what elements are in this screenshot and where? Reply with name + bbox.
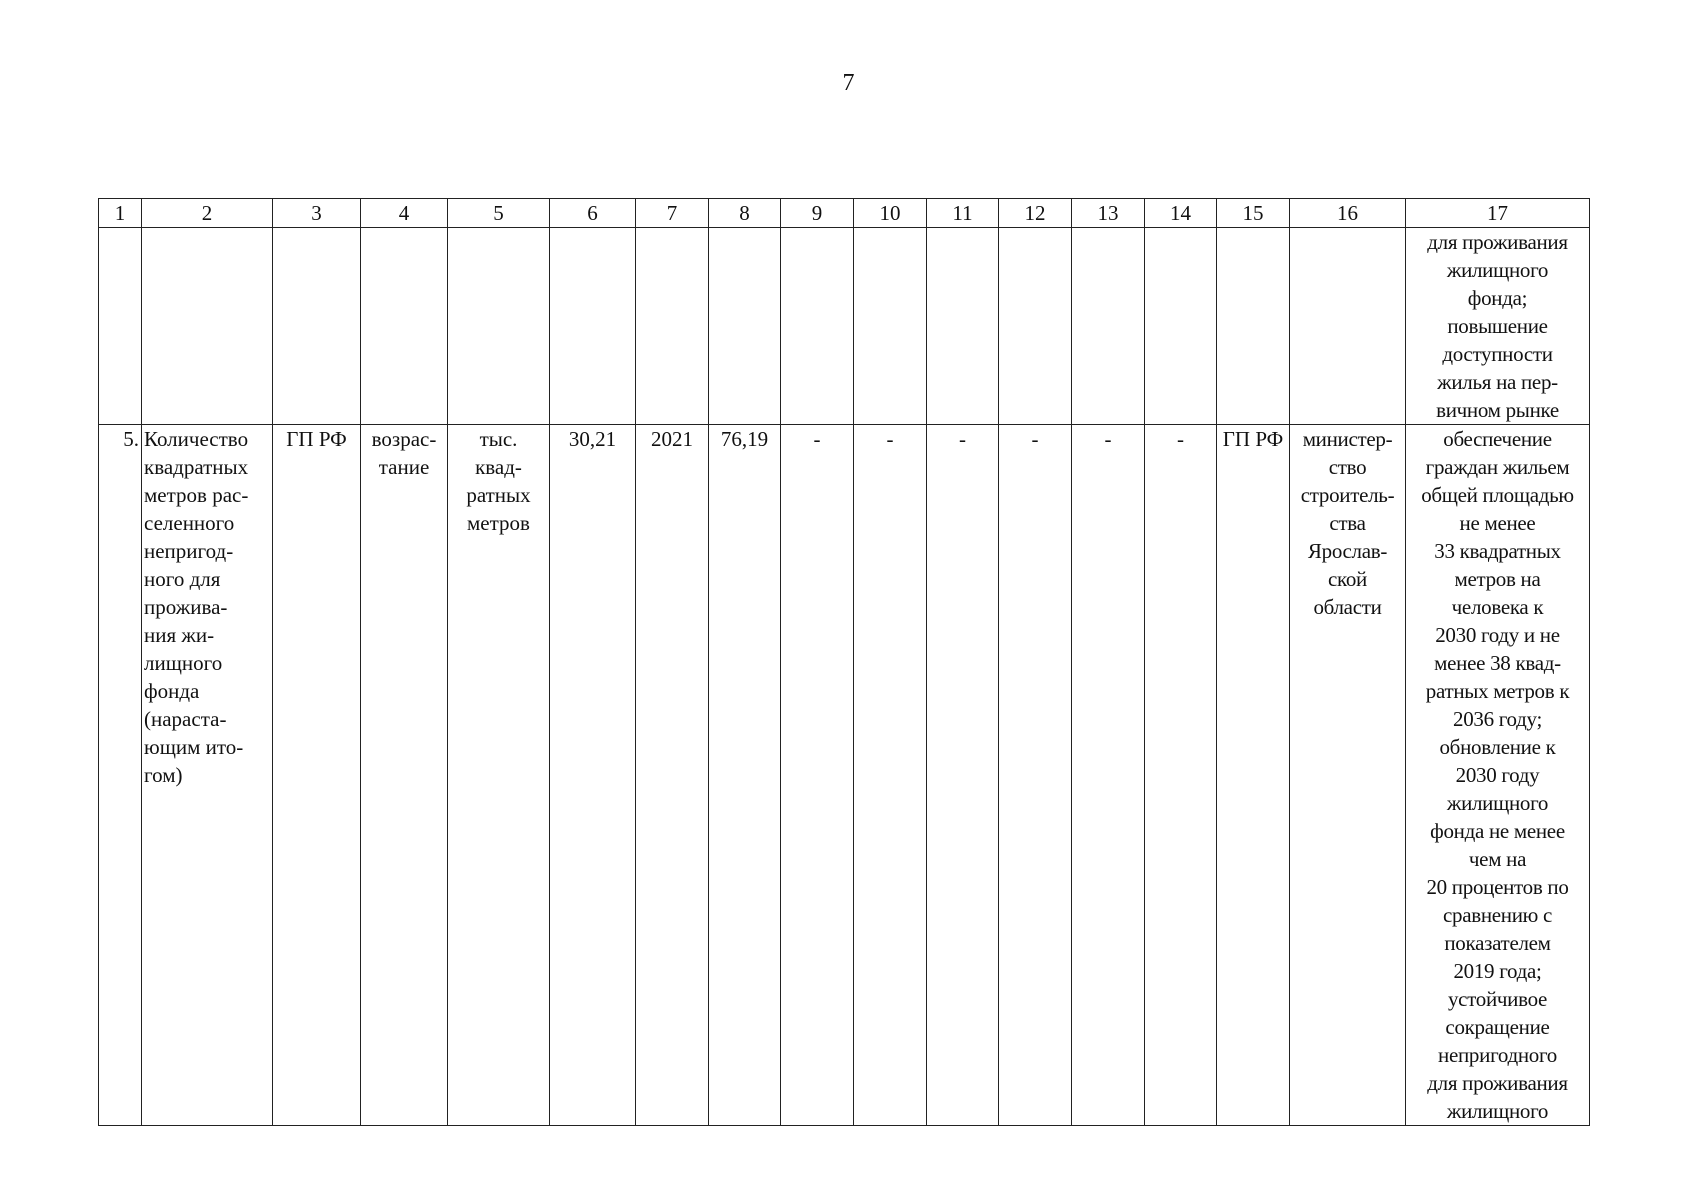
- empty-cell: [854, 228, 927, 425]
- value-cell: -: [1072, 425, 1145, 1126]
- header-cell: 5: [448, 199, 550, 228]
- value-cell: -: [1145, 425, 1217, 1126]
- unit-cell: тыс. квад- ратных метров: [448, 425, 550, 1126]
- header-cell: 3: [273, 199, 361, 228]
- header-cell: 7: [636, 199, 709, 228]
- responsible-cell: министер- ство строитель- ства Ярослав- ской области: [1290, 425, 1406, 1126]
- level-cell: ГП РФ: [273, 425, 361, 1126]
- header-cell: 1: [99, 199, 142, 228]
- empty-cell: [999, 228, 1072, 425]
- value-cell: -: [927, 425, 999, 1126]
- header-cell: 15: [1217, 199, 1290, 228]
- header-cell: 10: [854, 199, 927, 228]
- empty-cell: [448, 228, 550, 425]
- value-cell: -: [781, 425, 854, 1126]
- empty-cell: [142, 228, 273, 425]
- empty-cell: [1072, 228, 1145, 425]
- header-cell: 11: [927, 199, 999, 228]
- header-cell: 14: [1145, 199, 1217, 228]
- base-year-cell: 2021: [636, 425, 709, 1126]
- value-cell: -: [999, 425, 1072, 1126]
- header-cell: 9: [781, 199, 854, 228]
- header-cell: 12: [999, 199, 1072, 228]
- empty-cell: [1145, 228, 1217, 425]
- header-cell: 13: [1072, 199, 1145, 228]
- empty-cell: [1290, 228, 1406, 425]
- value-cell: -: [854, 425, 927, 1126]
- header-cell: 8: [709, 199, 781, 228]
- page-number: 7: [842, 70, 855, 96]
- header-cell: 17: [1406, 199, 1590, 228]
- empty-cell: [361, 228, 448, 425]
- empty-cell: [1217, 228, 1290, 425]
- empty-cell: [709, 228, 781, 425]
- header-cell: 16: [1290, 199, 1406, 228]
- empty-cell: [99, 228, 142, 425]
- document-cell: ГП РФ: [1217, 425, 1290, 1126]
- empty-cell: [550, 228, 636, 425]
- value-cell: 76,19: [709, 425, 781, 1126]
- expected-results-cell: обеспечение граждан жильем общей площадью не менее 33 квадратных метров на человека к 2030 году и не менее 38 квад- ратных метров к 2036 году; обновление к 2030 году жилищного фонда не менее чем на 20 процентов по сравнению с показателем 2019 года; устойчивое сокращение непригодного для проживания жилищного: [1406, 425, 1590, 1126]
- indicator-table: [98, 198, 1590, 1126]
- empty-cell: [781, 228, 854, 425]
- indicator-name-cell: Количество квадратных метров рас- селенного непригод- ного для прожива- ния жи- лищного фонда (нараста- ющим ито- гом): [142, 425, 273, 1126]
- header-cell: 2: [142, 199, 273, 228]
- table-row-continuation: [99, 228, 1590, 425]
- expected-results-cell: для проживания жилищного фонда; повышение доступности жилья на пер- вичном рынке: [1406, 228, 1590, 425]
- empty-cell: [927, 228, 999, 425]
- header-cell: 4: [361, 199, 448, 228]
- row-number-cell: 5.: [99, 425, 142, 1126]
- table-row-5: [99, 425, 1590, 1126]
- base-value-cell: 30,21: [550, 425, 636, 1126]
- trend-cell: возрас- тание: [361, 425, 448, 1126]
- empty-cell: [636, 228, 709, 425]
- table-header-row: [99, 199, 1590, 228]
- empty-cell: [273, 228, 361, 425]
- header-cell: 6: [550, 199, 636, 228]
